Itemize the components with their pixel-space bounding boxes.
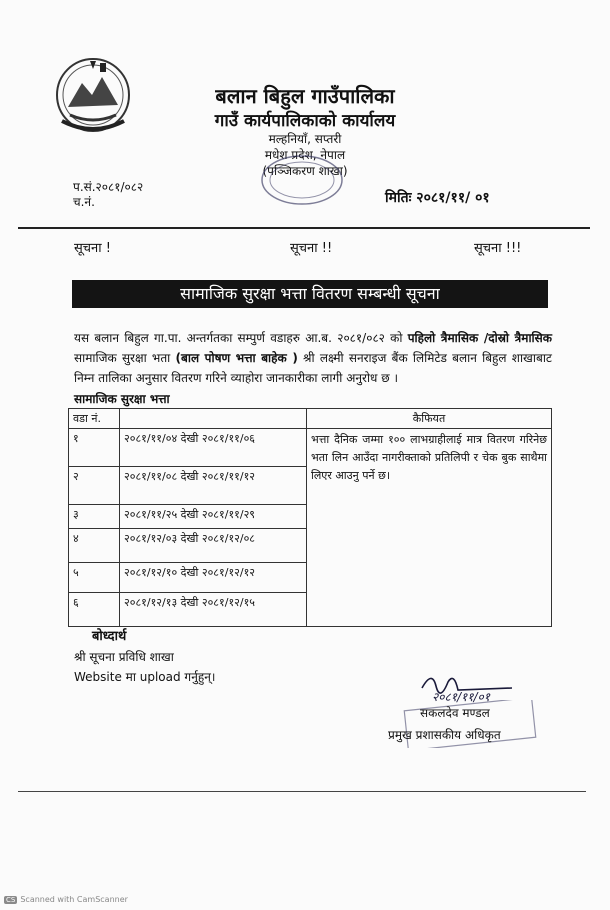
notice-banner-title: सामाजिक सुरक्षा भत्ता वितरण सम्बन्धी सूचना <box>72 280 548 308</box>
notice-word-3: सूचना !!! <box>474 241 522 256</box>
scanner-watermark <box>4 895 128 904</box>
remark-text: भत्ता दैनिक जम्मा १०० लाभग्राहीलाई मात्र वितरण गरिनेछ भता लिन आउँदा नागरीक्ताको प्रतिलिपी र चेक बुक साथैमा लिएर आउनु पर्ने छ। <box>311 433 547 482</box>
period-cell: २०८१/१२/१० देखी २०८१/१२/१२ <box>120 563 307 593</box>
distribution-schedule-table <box>68 408 552 627</box>
signer-title: प्रमुख प्रशासकीय अधिकृत <box>388 728 501 742</box>
table-row <box>69 429 552 467</box>
dispatch-number: च.नं. <box>73 195 95 209</box>
office-subtitle: गाउँ कार्यपालिकाको कार्यालय <box>214 111 396 131</box>
letter-date: मितिः २०८१/११/ ०१ <box>385 190 490 206</box>
ward-cell: ६ <box>69 593 120 627</box>
notice-word-1: सूचना ! <box>74 241 111 256</box>
camscanner-icon: CS <box>6 896 16 904</box>
table-header-row <box>69 409 552 429</box>
ward-cell: ३ <box>69 505 120 529</box>
ward-cell: २ <box>69 467 120 505</box>
table-title: सामाजिक सुरक्षा भत्ता <box>74 392 170 406</box>
scanner-text: Scanned with CamScanner <box>20 895 128 904</box>
body-bold-2: (बाल पोषण भत्ता बाहेक ) <box>175 351 298 365</box>
cc-line-1: श्री सूचना प्रविधि शाखा <box>74 650 174 664</box>
body-bold-1: पहिलो त्रैमासिक /दोस्रो त्रैमासिक <box>407 331 552 345</box>
body-text-2: सामाजिक सुरक्षा भता <box>74 351 176 365</box>
body-text-1: यस बलान बिहुल गा.पा. अन्तर्गतका सम्पुर्ण वडाहरु आ.ब. २०८१/०८२ को <box>74 331 408 345</box>
signer-name: सकलदेव मण्डल <box>420 706 490 720</box>
cc-line-2: Website मा upload गर्नुहुन्। <box>74 670 216 684</box>
header-period <box>120 409 307 429</box>
address-line-3: (पञ्जिकरण शाखा) <box>262 164 348 178</box>
footer-divider <box>18 791 586 792</box>
period-cell: २०८१/१२/१३ देखी २०८१/१२/१५ <box>120 593 307 627</box>
ward-cell: ४ <box>69 529 120 563</box>
period-cell: २०८१/११/०४ देखी २०८१/११/०६ <box>120 429 307 467</box>
address-line-1: मल्हनियाँ, सप्तरी <box>268 132 342 146</box>
header-remark: कैफियत <box>307 409 552 429</box>
notice-word-2: सूचना !! <box>290 241 333 256</box>
reference-number: प.सं.२०८१/०८२ <box>73 180 144 194</box>
office-name: बलान बिहुल गाउँपालिका <box>215 84 395 108</box>
header-ward: वडा नं. <box>69 409 120 429</box>
signature-date: २०८१/११/०१ <box>432 690 491 704</box>
period-cell: २०८१/१२/०३ देखी २०८१/१२/०८ <box>120 529 307 563</box>
period-cell: २०८१/११/२५ देखी २०८१/११/२९ <box>120 505 307 529</box>
address-line-2: मधेश प्रदेश, नेपाल <box>264 148 346 162</box>
notice-body <box>74 328 552 388</box>
remark-cell <box>307 429 552 627</box>
office-seal-icon <box>256 150 348 210</box>
header-divider <box>18 227 590 229</box>
ward-cell: १ <box>69 429 120 467</box>
period-cell: २०८१/११/०८ देखी २०८१/११/१२ <box>120 467 307 505</box>
body-text-3: श्री लक्ष्मी सनराइज बैंक लिमिटेड बलान बिहुल शाखाबाट निम्न तालिका अनुसार वितरण गरिने व्याहोरा जानकारीका लागी अनुरोध छ । <box>74 351 552 385</box>
ward-cell: ५ <box>69 563 120 593</box>
cc-label: बोध्दार्थ <box>92 629 127 644</box>
